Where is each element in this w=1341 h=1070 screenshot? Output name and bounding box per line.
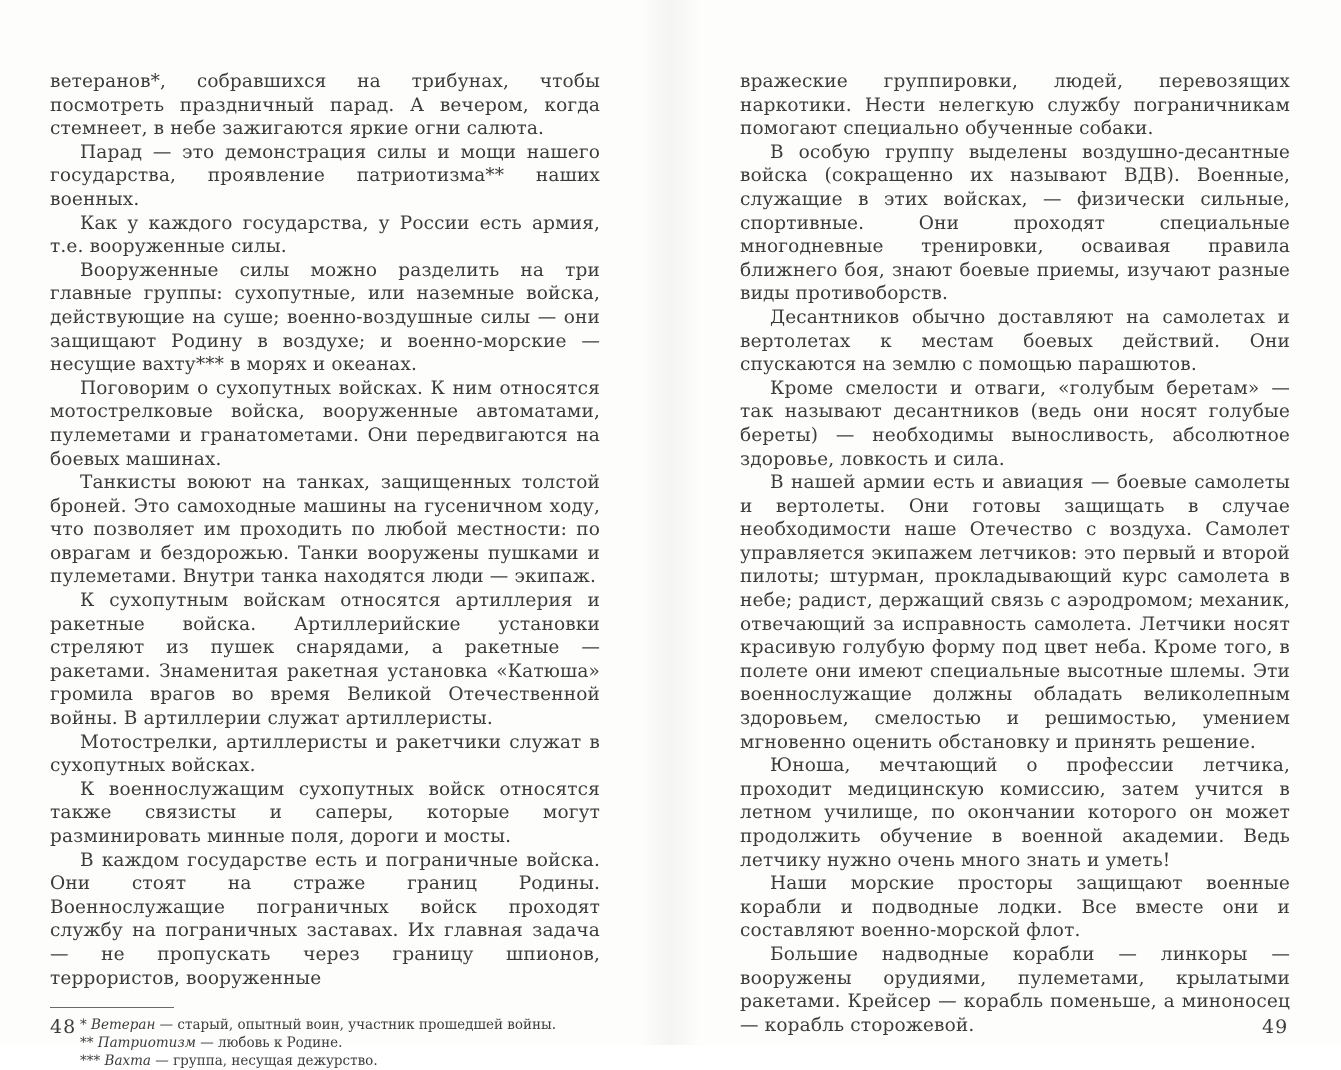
paragraph: Кроме смелости и отваги, «голубым беретам» — так называют десантников (ведь они носят голубые береты) — необходимы выносливость, абсолютное здоровье, ловкость и сила. bbox=[740, 377, 1290, 470]
paragraph: В нашей армии есть и авиация — боевые самолеты и вертолеты. Они готовы защищать в случае необходимости наше Отечество с воздуха. Самолет управляется экипажем летчиков: это первый и второй пилоты; штурман, прокладывающий курс самолета в небе; радист, держащий связь с аэродромом; механик, отвечающий за исправность самолета. Летчики носят красивую голубую форму под цвет неба. Кроме того, в полете они имеют специальные высотные шлемы. Эти военнослужащие должны обладать великолепным здоровьем, смелостью и решимостью, умением мгновенно оценить обстановку и принять решение. bbox=[740, 472, 1290, 753]
paragraph: Наши морские просторы защищают военные корабли и подводные лодки. Все вместе они и составляют военно-морской флот. bbox=[740, 873, 1290, 942]
footnote-mark: ** bbox=[80, 1035, 94, 1052]
paragraph: Танкисты воюют на танках, защищенных толстой броней. Это самоходные машины на гусеничном ходу, что позволяет им проходить по любой местности: по оврагам и бездорожью. Танки вооружены пушками и пулеметами. Внутри танка находятся люди — экипаж. bbox=[50, 472, 600, 588]
paragraph: В каждом государстве есть и пограничные войска. Они стоят на страже границ Родины. Военнослужащие пограничных войск проходят службу на пограничных заставах. Их главная задача — не пропускать через границу шпионов, террористов, вооруженные bbox=[50, 849, 600, 989]
footnote bbox=[50, 1034, 600, 1052]
paragraph: Как у каждого государства, у России есть армия, т.е. вооруженные силы. bbox=[50, 212, 600, 258]
paragraph: В особую группу выделены воздушно-десантные войска (сокращенно их называют ВДВ). Военные, служащие в этих войсках, — физически сильные, спортивные. Они проходят специальные многодневные тренировки, осваивая правила ближнего боя, знают боевые приемы, изучают разные виды противоборств. bbox=[740, 141, 1290, 305]
paragraph: Мотострелки, артиллеристы и ракетчики служат в сухопутных войсках. bbox=[50, 731, 600, 777]
paragraph: Поговорим о сухопутных войсках. К ним относятся мотострелковые войска, вооруженные автоматами, пулеметами и гранатометами. Они передвигаются на боевых машинах. bbox=[50, 377, 600, 470]
footnote bbox=[50, 1016, 600, 1034]
footnote-mark: *** bbox=[80, 1053, 101, 1070]
paragraph: Вооруженные силы можно разделить на три главные группы: сухопутные, или наземные войска, действующие на суше; военно-воздушные силы — они защищают Родину в воздухе; и военно-морские — несущие вахту*** в морях и океанах. bbox=[50, 259, 600, 376]
paragraph: вражеские группировки, людей, перевозящих наркотики. Нести нелегкую службу пограничникам помогают специально обученные собаки. bbox=[740, 71, 1290, 140]
left-page bbox=[50, 70, 600, 1070]
page-number-right: 49 bbox=[1262, 1016, 1289, 1038]
footnote-text: — старый, опытный воин, участник прошедшей войны. bbox=[155, 1017, 557, 1034]
footnote-term: Вахта bbox=[104, 1053, 151, 1070]
footnote-divider bbox=[50, 1007, 174, 1008]
footnote-text: — любовь к Родине. bbox=[195, 1035, 343, 1052]
left-page-body bbox=[50, 70, 600, 990]
footnote-term: Ветеран bbox=[91, 1017, 156, 1034]
footnote bbox=[50, 1052, 600, 1070]
paragraph: К военнослужащим сухопутных войск относятся также связисты и саперы, которые могут разминировать минные поля, дороги и мосты. bbox=[50, 778, 600, 847]
right-page-body bbox=[740, 70, 1290, 1037]
paragraph: Юноша, мечтающий о профессии летчика, проходит медицинскую комиссию, затем учится в летном училище, по окончании которого он может продолжить обучение в военной академии. Ведь летчику нужно очень много знать и уметь! bbox=[740, 755, 1290, 871]
paragraph: ветеранов*, собравшихся на трибунах, чтобы посмотреть праздничный парад. А вечером, когда стемнеет, в небе зажигаются яркие огни салюта. bbox=[50, 71, 600, 140]
paragraph: Десантников обычно доставляют на самолетах и вертолетах к местам боевых действий. Они спускаются на землю с помощью парашютов. bbox=[740, 306, 1290, 376]
paragraph: К сухопутным войскам относятся артиллерия и ракетные войска. Артиллерийские установки стреляют из пушек снарядами, а ракетные — ракетами. Знаменитая ракетная установка «Катюша» громила врагов во время Великой Отечественной войны. В артиллерии служат артиллеристы. bbox=[50, 590, 600, 730]
footnotes bbox=[50, 1016, 600, 1070]
footnote-term: Патриотизм bbox=[97, 1035, 196, 1052]
footnote-mark: * bbox=[80, 1017, 87, 1034]
page-number-left: 48 bbox=[50, 1016, 77, 1038]
book-gutter bbox=[640, 0, 700, 1045]
paragraph: Большие надводные корабли — линкоры — вооружены орудиями, пулеметами, крылатыми ракетами. Крейсер — корабль поменьше, а миноносец — корабль сторожевой. bbox=[740, 943, 1290, 1036]
right-page bbox=[740, 70, 1290, 1037]
footnote-text: — группа, несущая дежурство. bbox=[150, 1053, 378, 1070]
paragraph: Парад — это демонстрация силы и мощи нашего государства, проявление патриотизма** наших военных. bbox=[50, 141, 600, 210]
